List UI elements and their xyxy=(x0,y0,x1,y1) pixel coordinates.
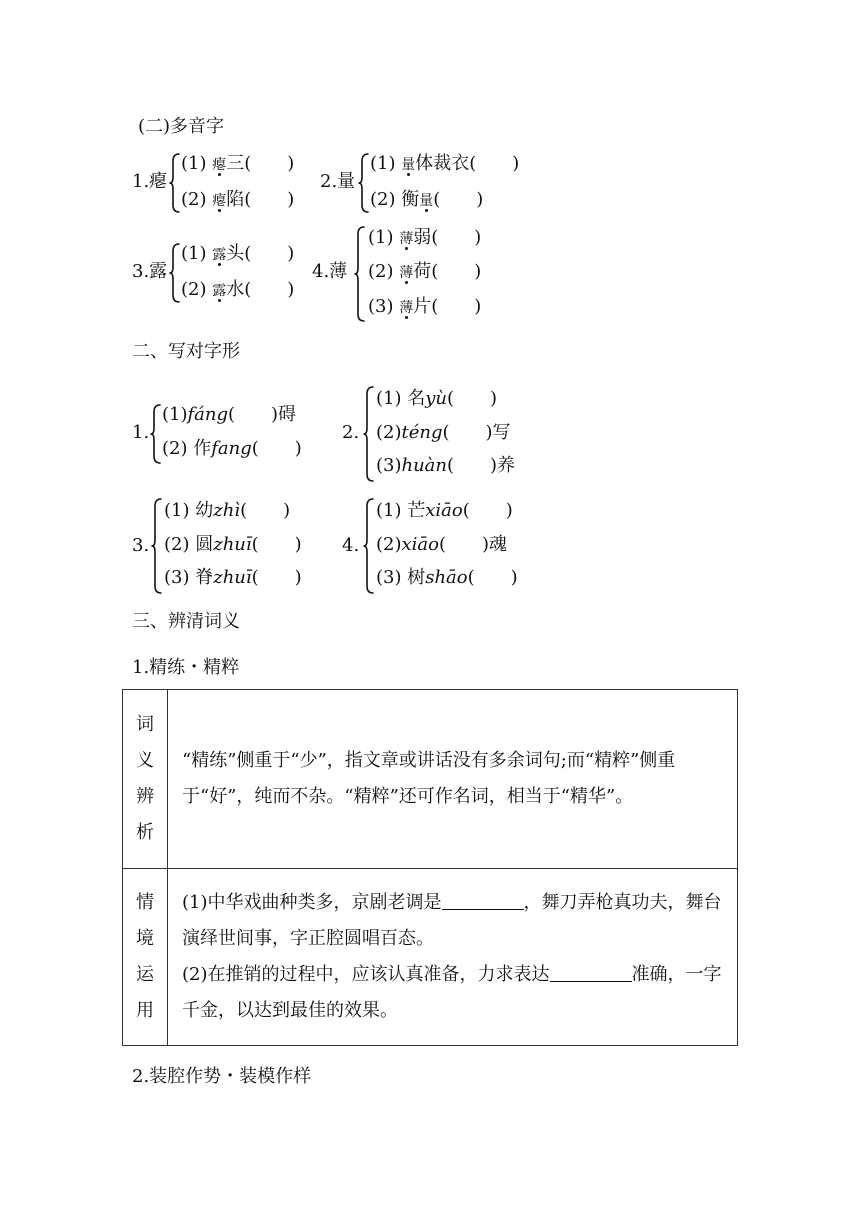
poly-item: (3) 薄片( ) xyxy=(368,296,482,317)
left-brace-icon xyxy=(152,498,162,594)
analysis-text: “精练”侧重于“少”，指文章或讲话没有多余词句;而“精粹”侧重于“好”，纯而不杂。“精粹”还可作名词，相当于“精华”。 xyxy=(182,750,676,807)
left-brace-icon xyxy=(364,498,374,594)
char-group-label: 4. xyxy=(342,535,360,556)
left-brace-icon xyxy=(170,153,180,213)
char-item: (2) 作fang( ) xyxy=(162,438,302,459)
left-brace-icon xyxy=(355,226,365,322)
poly-item: (1) 露头( ) xyxy=(181,243,295,264)
word-pair-heading: 1.精练・精粹 xyxy=(132,657,240,678)
poly-item: (1) 薄弱( ) xyxy=(368,227,482,248)
section-title-meanings: 三、辨清词义 xyxy=(132,611,240,632)
poly-item: (1) 瘪三( ) xyxy=(181,153,295,174)
left-brace-icon xyxy=(364,386,374,482)
section-title-polyphones: (二)多音字 xyxy=(138,116,225,137)
context-question-1: (1)中华戏曲种类多，京剧老调是 ，舞刀弄枪真功夫，舞台演绎世间事，字正腔圆唱百态。 xyxy=(182,892,722,949)
char-item: (2)xiāo( )魂 xyxy=(376,534,508,555)
row-header: 词 义 辨 析 xyxy=(123,690,168,869)
context-question-2: (2)在推销的过程中，应该认真准备，力求表达 准确，一字千金，以达到最佳的效果。 xyxy=(182,964,722,1021)
table-cell xyxy=(168,869,738,1046)
meaning-table xyxy=(122,689,738,1046)
row-header: 情 境 运 用 xyxy=(123,869,168,1046)
left-brace-icon xyxy=(151,404,161,464)
char-item: (1)fáng( )碍 xyxy=(162,404,297,425)
poly-item: (2) 衡量( ) xyxy=(370,189,484,210)
poly-item: (2) 露水( ) xyxy=(181,279,295,300)
char-group-label: 2. xyxy=(342,422,360,443)
poly-item: (2) 瘪陷( ) xyxy=(181,189,295,210)
section-title-characters: 二、写对字形 xyxy=(132,341,240,362)
poly-group-label: 3.露 xyxy=(132,261,168,282)
char-item: (1) 名yù( ) xyxy=(376,388,498,409)
char-item: (3) 脊zhuī( ) xyxy=(164,567,302,588)
char-group-label: 1. xyxy=(132,422,150,443)
answer-blank[interactable] xyxy=(442,891,524,910)
table-cell xyxy=(168,690,738,869)
left-brace-icon xyxy=(170,243,180,303)
poly-group-label: 2.量 xyxy=(320,171,356,192)
char-item: (3) 树shāo( ) xyxy=(376,567,518,588)
poly-group-label: 4.薄 xyxy=(312,261,348,282)
poly-item: (1) 量体裁衣( ) xyxy=(370,153,520,174)
left-brace-icon xyxy=(359,153,369,213)
char-item: (2) 圆zhuī( ) xyxy=(164,534,302,555)
char-item: (2)téng( )写 xyxy=(376,422,511,443)
word-pair-heading: 2.装腔作势・装模作样 xyxy=(132,1066,312,1087)
table-row xyxy=(123,690,738,869)
char-item: (3)huàn( )养 xyxy=(376,455,516,476)
char-group-label: 3. xyxy=(132,535,150,556)
char-item: (1) 芒xiāo( ) xyxy=(376,500,513,521)
poly-group-label: 1.瘪 xyxy=(132,171,168,192)
poly-item: (2) 薄荷( ) xyxy=(368,261,482,282)
answer-blank[interactable] xyxy=(550,963,632,982)
table-row xyxy=(123,869,738,1046)
char-item: (1) 幼zhì( ) xyxy=(164,500,291,521)
